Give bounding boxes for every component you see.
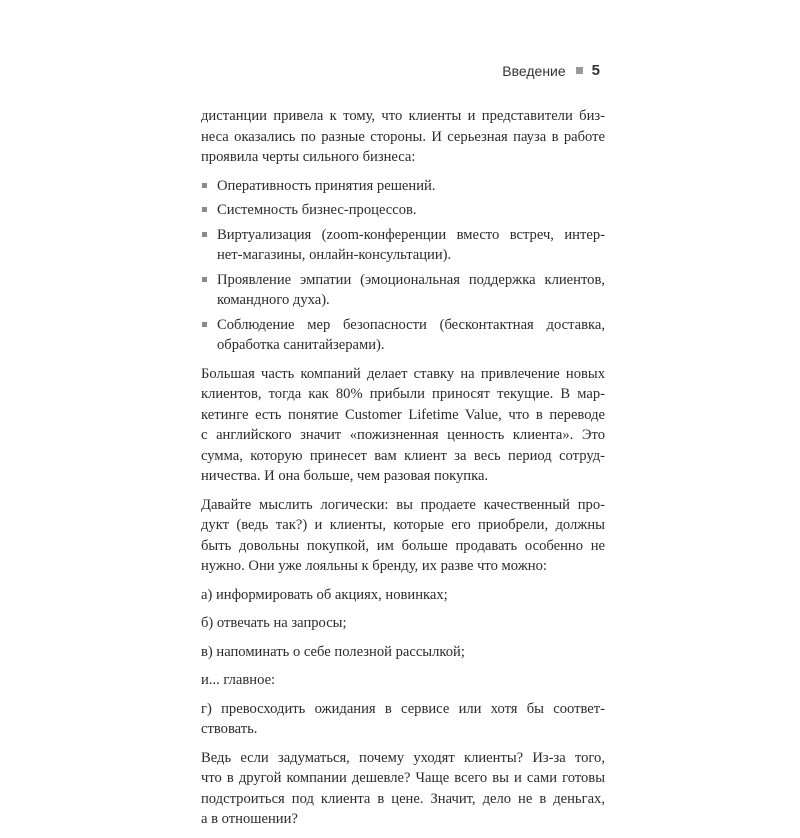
text-line: Виртуализация (zoom-конференции вместо встреч, интер- — [217, 226, 605, 243]
list-item-a: а) информировать об акциях, новинках; — [201, 586, 448, 603]
text-line: Большая часть компаний делает ставку на привлечение новых — [201, 365, 605, 382]
square-bullet-icon — [202, 207, 207, 212]
list-item-b: б) отвечать на запросы; — [201, 615, 347, 631]
square-bullet-icon — [202, 183, 207, 188]
text-line: Проявление эмпатии (эмоциональная поддержка клиентов, — [217, 271, 605, 288]
text-line: кетинге есть понятие Customer Lifetime Value, что в переводе — [201, 406, 605, 423]
square-bullet-icon — [202, 277, 207, 282]
square-bullet-icon — [202, 322, 207, 327]
text-line: с английского значит «пожизненная ценность клиента». Это — [201, 427, 605, 443]
text-line: Оперативность принятия решений. — [217, 177, 436, 194]
text-line: дистанции привела к тому, что клиенты и представители биз- — [201, 108, 605, 124]
text-line: Системность бизнес-процессов. — [217, 202, 417, 218]
running-header — [502, 62, 600, 79]
text-line: нужно. Они уже лояльны к бренду, их разве что можно: — [201, 558, 547, 574]
text-line: г) превосходить ожидания в сервисе или хотя бы соответ- — [201, 700, 605, 717]
square-separator-icon — [576, 67, 583, 74]
text-line: ствовать. — [201, 721, 258, 737]
text-line: сумма, которую принесет вам клиент за весь период сотруд- — [201, 447, 605, 464]
section-title: Введение — [502, 62, 566, 79]
square-bullet-icon — [202, 232, 207, 237]
text-line: дукт (ведь так?) и клиенты, которые его приобрели, должны — [201, 517, 605, 533]
list-item — [201, 200, 605, 221]
text-line: проявила черты сильного бизнеса: — [201, 149, 416, 165]
page-number: 5 — [591, 62, 600, 79]
text-line: быть довольны покупкой, им больше продавать особенно не — [201, 537, 605, 554]
text-line: Ведь если задуматься, почему уходят клиенты? Из-за того, — [201, 749, 605, 766]
text-line: что в другой компании дешевле? Чаще всего вы и сами готовы — [201, 770, 605, 786]
text-line: командного духа). — [217, 292, 330, 308]
text-line: подстроиться под клиента в цене. Значит, дело не в деньгах, — [201, 790, 605, 807]
body-text — [201, 106, 605, 838]
paragraph-1 — [201, 106, 605, 168]
list-item — [201, 270, 605, 311]
text-line: клиентов, тогда как 80% прибыли приносят текущие. В мар- — [201, 386, 605, 402]
list-item — [201, 225, 605, 266]
list-item-v: в) напоминать о себе полезной рассылкой; — [201, 643, 465, 660]
text-line: Давайте мыслить логически: вы продаете качественный про- — [201, 496, 605, 513]
text-line: Соблюдение мер безопасности (бесконтактная доставка, — [217, 316, 605, 333]
list-item — [201, 176, 605, 197]
text-line: обработка санитайзерами). — [217, 337, 385, 353]
text-line: ничества. И она больше, чем разовая покупка. — [201, 468, 489, 484]
list-item — [201, 315, 605, 356]
list-intro-main: и... главное: — [201, 672, 276, 688]
list-item-g — [201, 699, 605, 740]
bullet-list — [201, 176, 605, 356]
paragraph-4 — [201, 748, 605, 830]
text-line: неса оказались по разные стороны. И серьезная пауза в работе — [201, 128, 605, 145]
paragraph-3 — [201, 495, 605, 577]
text-line: нет-магазины, онлайн-консультации). — [217, 247, 452, 263]
text-line: а в отношении? — [201, 811, 298, 827]
paragraph-2 — [201, 364, 605, 487]
